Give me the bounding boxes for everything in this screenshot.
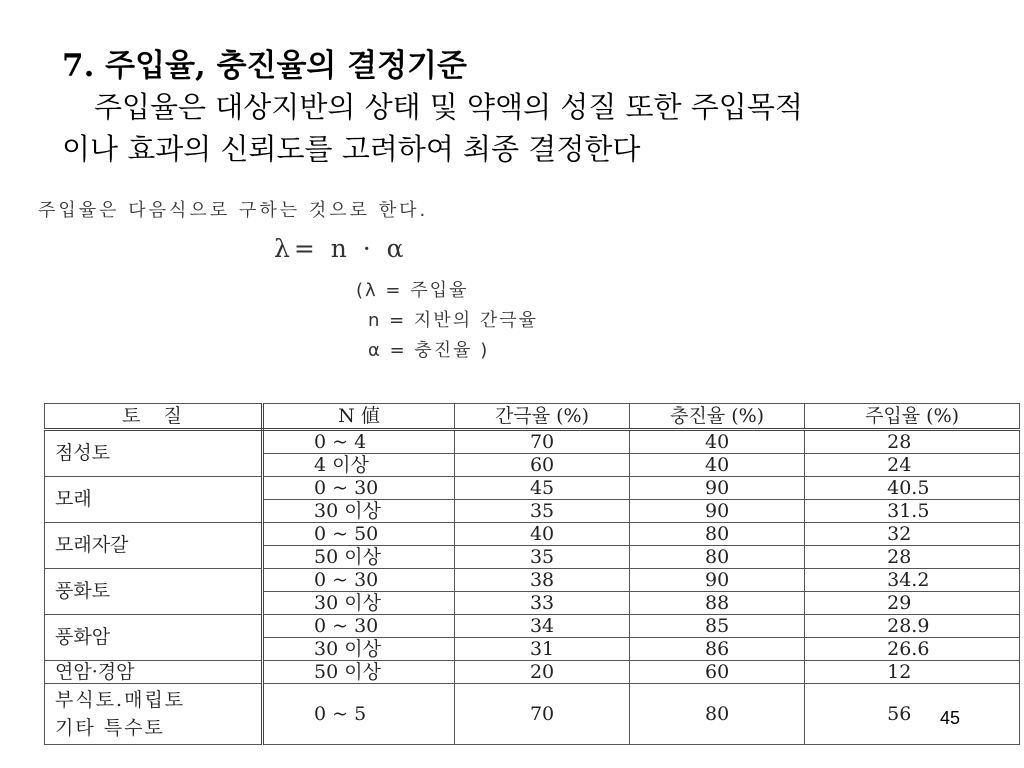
porosity-cell: 33 [455,592,630,615]
n-value-cell: 30 이상 [263,592,455,615]
n-value-cell: 0 ~ 30 [263,569,455,592]
injection-rate-table [44,403,1020,745]
soil-type-cell: 모래자갈 [45,523,263,569]
soil-type-cell: 부식토.매립토 기타 특수토 [45,684,263,745]
n-value-cell: 30 이상 [263,500,455,523]
filling-rate-cell: 40 [630,454,805,477]
filling-rate-cell: 85 [630,615,805,638]
table-row [45,523,1020,546]
table-row [45,661,1020,684]
table-row [45,569,1020,592]
injection-rate-cell: 40.5 [805,477,1020,500]
n-value-cell: 50 이상 [263,661,455,684]
soil-type-cell: 풍화토 [45,569,263,615]
definition-lambda: (λ = 주입율 [356,280,469,301]
description-line-1: 주입율은 대상지반의 상태 및 약액의 성질 또한 주입목적 [94,90,803,124]
filling-rate-cell: 80 [630,546,805,569]
n-value-cell: 0 ~ 30 [263,477,455,500]
soil-type-cell: 모래 [45,477,263,523]
page-title: 7. 주입율, 충진율의 결정기준 [62,48,467,84]
n-value-cell: 30 이상 [263,638,455,661]
header-injection-rate: 주입율 (%) [805,404,1020,430]
injection-rate-cell: 34.2 [805,569,1020,592]
soil-type-cell: 풍화암 [45,615,263,661]
injection-rate-cell: 31.5 [805,500,1020,523]
porosity-cell: 60 [455,454,630,477]
heading-block [62,46,1002,170]
table-row [45,477,1020,500]
porosity-cell: 35 [455,546,630,569]
injection-rate-cell: 28 [805,430,1020,454]
porosity-cell: 40 [455,523,630,546]
filling-rate-cell: 86 [630,638,805,661]
header-porosity: 간극율 (%) [455,404,630,430]
porosity-cell: 31 [455,638,630,661]
filling-rate-cell: 60 [630,661,805,684]
injection-rate-cell: 32 [805,523,1020,546]
filling-rate-cell: 80 [630,684,805,745]
filling-rate-cell: 88 [630,592,805,615]
formula: λ= n · α [274,234,408,263]
description [62,86,1002,170]
porosity-cell: 38 [455,569,630,592]
porosity-cell: 70 [455,684,630,745]
n-value-cell: 4 이상 [263,454,455,477]
table-row [45,430,1020,454]
n-value-cell: 0 ~ 50 [263,523,455,546]
filling-rate-cell: 90 [630,569,805,592]
injection-rate-cell: 29 [805,592,1020,615]
porosity-cell: 70 [455,430,630,454]
description-line-2: 이나 효과의 신뢰도를 고려하여 최종 결정한다 [62,132,641,166]
header-filling-rate: 충진율 (%) [630,404,805,430]
porosity-cell: 34 [455,615,630,638]
page-number: 45 [940,708,961,728]
n-value-cell: 0 ~ 4 [263,430,455,454]
n-value-cell: 50 이상 [263,546,455,569]
injection-rate-cell: 28 [805,546,1020,569]
soil-type-cell: 점성토 [45,430,263,477]
formula-intro: 주입율은 다음식으로 구하는 것으로 한다. [38,200,429,221]
filling-rate-cell: 90 [630,477,805,500]
injection-rate-cell: 12 [805,661,1020,684]
porosity-cell: 20 [455,661,630,684]
header-n-value: N 値 [263,404,455,430]
porosity-cell: 45 [455,477,630,500]
formula-definitions [356,276,538,366]
definition-alpha: α = 충진율 ) [368,340,490,361]
filling-rate-cell: 40 [630,430,805,454]
table-body [45,430,1020,745]
header-soil: 토 질 [45,404,263,430]
table-header-row [45,404,1020,430]
injection-rate-cell: 24 [805,454,1020,477]
table-row [45,684,1020,745]
injection-rate-cell: 56 [805,684,1020,745]
porosity-cell: 35 [455,500,630,523]
n-value-cell: 0 ~ 5 [263,684,455,745]
soil-type-cell: 연암·경암 [45,661,263,684]
definition-n: n = 지반의 간극율 [368,310,538,331]
n-value-cell: 0 ~ 30 [263,615,455,638]
table-row [45,615,1020,638]
injection-rate-cell: 28.9 [805,615,1020,638]
filling-rate-cell: 80 [630,523,805,546]
filling-rate-cell: 90 [630,500,805,523]
injection-rate-cell: 26.6 [805,638,1020,661]
